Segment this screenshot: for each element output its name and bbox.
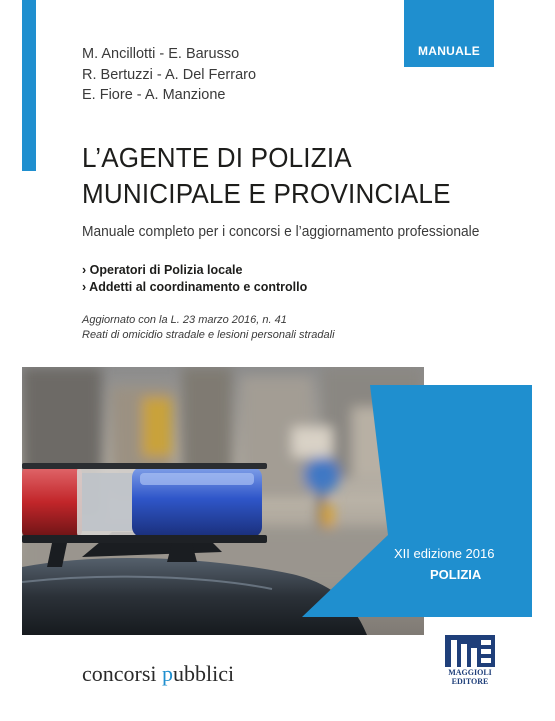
author-line: E. Fiore - A. Manzione	[82, 87, 226, 103]
audience-item: › Operatori di Polizia locale	[82, 263, 243, 277]
edition-label: XII edizione 2016	[394, 546, 495, 561]
series-word-rest: ubblici	[173, 661, 235, 686]
series-word-concorsi: concorsi	[82, 661, 163, 686]
book-subtitle: Manuale completo per i concorsi e l’aggiornamento professionale	[82, 224, 480, 240]
audience-item: › Addetti al coordinamento e controllo	[82, 280, 308, 294]
series-letter-p: p	[162, 661, 174, 686]
author-line: R. Bertuzzi - A. Del Ferraro	[82, 66, 257, 83]
series-name	[82, 661, 234, 687]
title-line: MUNICIPALE E PROVINCIALE	[82, 178, 451, 209]
authors-block	[82, 44, 256, 106]
edition-panel	[302, 385, 532, 617]
publisher-name	[443, 669, 497, 686]
publisher-line-2: EDITORE	[451, 676, 489, 686]
note-line: Reati di omicidio stradale e lesioni personali stradali	[82, 329, 335, 341]
book-title	[82, 140, 451, 212]
update-notes	[82, 313, 335, 343]
manuale-tab	[404, 0, 494, 67]
accent-bar	[22, 0, 36, 171]
title-line: L’AGENTE DI POLIZIA	[82, 142, 352, 173]
audience-list	[82, 262, 307, 296]
publisher-line-1: MAGGIOLI	[448, 668, 492, 677]
note-line: Aggiornato con la L. 23 marzo 2016, n. 41	[82, 314, 287, 326]
category-label: POLIZIA	[430, 567, 482, 582]
manuale-label: MANUALE	[417, 44, 481, 58]
author-line: M. Ancillotti - E. Barusso	[82, 46, 240, 62]
